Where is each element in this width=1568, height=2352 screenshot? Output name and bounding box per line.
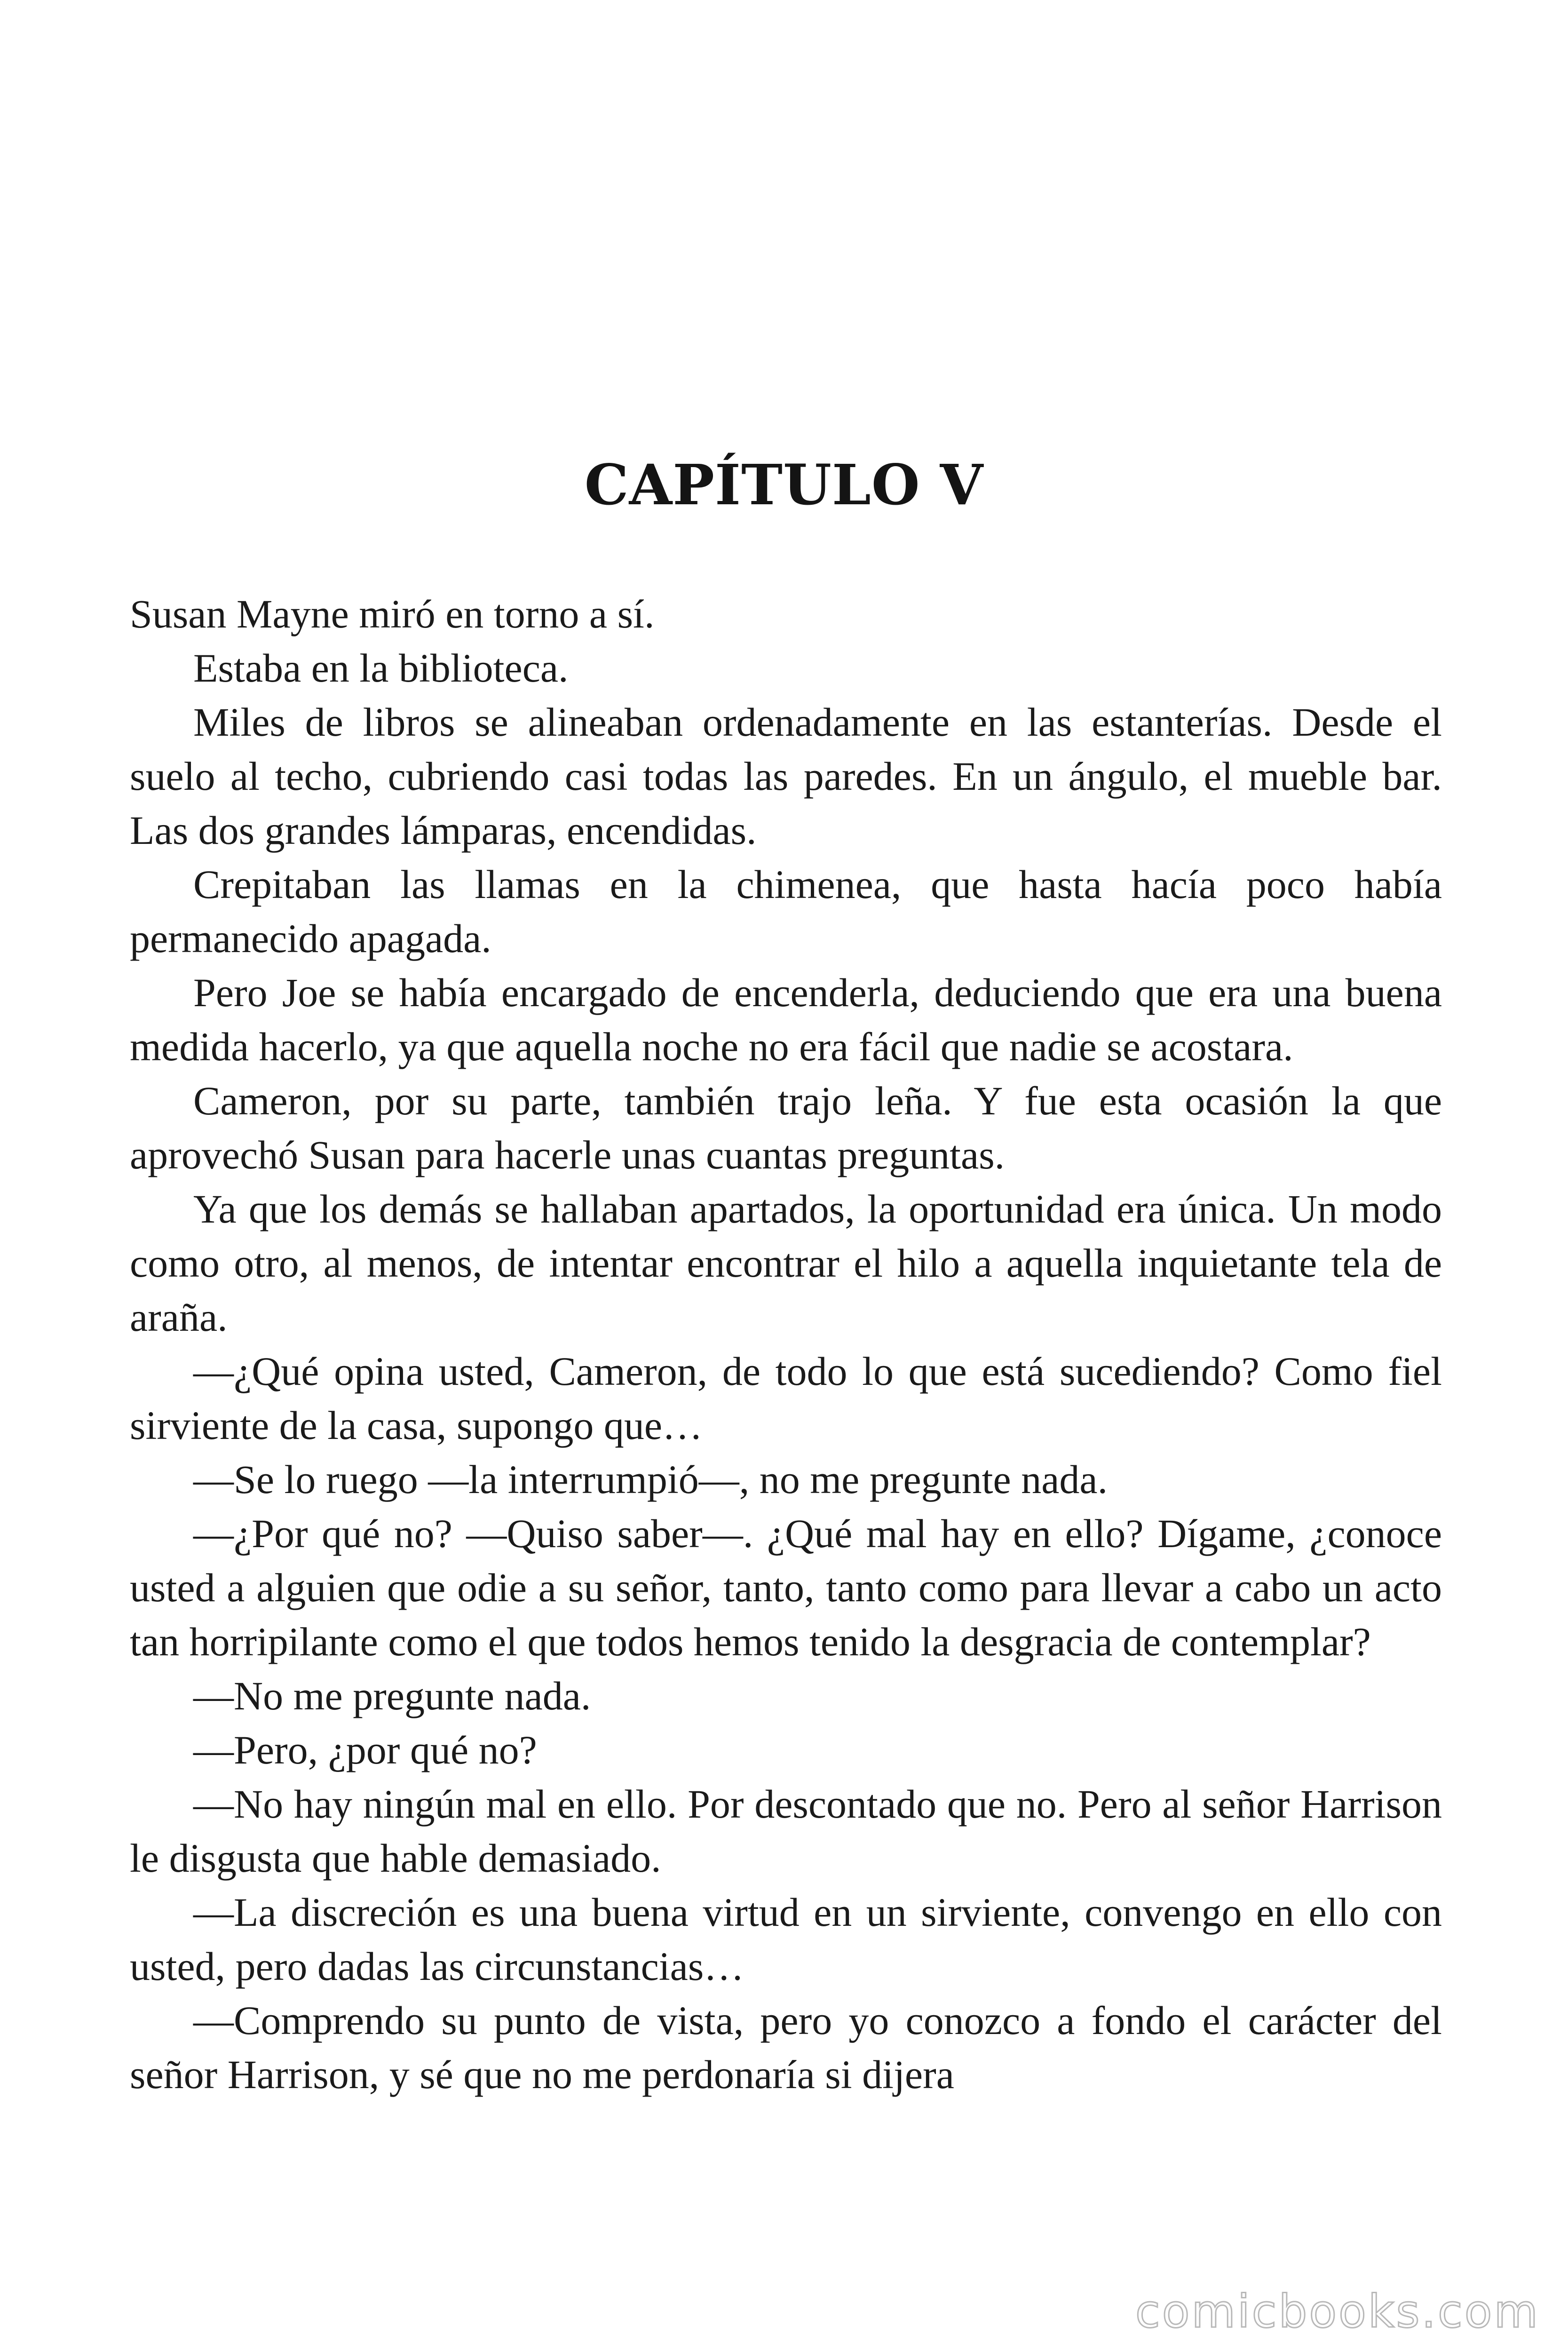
- chapter-title: CAPÍTULO V: [584, 452, 984, 517]
- paragraph: Miles de libros se alineaban ordenadamente en las estanterías. Desde el suelo al techo, cubriendo casi todas las paredes. En un ángulo, el mueble bar. Las dos grandes lámparas, encendidas.: [130, 699, 1442, 853]
- paragraph: Ya que los demás se hallaban apartados, la oportunidad era única. Un modo como otro, al menos, de intentar encontrar el hilo a aquella inquietante tela de araña.: [130, 1186, 1442, 1340]
- paragraph: Cameron, por su parte, también trajo leña. Y fue esta ocasión la que aprovechó Susan para hacerle unas cuantas preguntas.: [130, 1078, 1442, 1177]
- dialogue-paragraph: —Se lo ruego —la interrumpió—, no me pregunte nada.: [193, 1457, 1108, 1502]
- dialogue-paragraph: —No me pregunte nada.: [193, 1673, 591, 1718]
- paragraph: Susan Mayne miró en torno a sí.: [130, 591, 655, 636]
- dialogue-paragraph: —Pero, ¿por qué no?: [193, 1727, 537, 1772]
- dialogue-paragraph: —Comprendo su punto de vista, pero yo conozco a fondo el carácter del señor Harrison, y sé que no me perdonaría si dijera: [130, 1998, 1442, 2097]
- dialogue-paragraph: —La discreción es una buena virtud en un sirviente, convengo en ello con usted, pero dadas las circunstancias…: [130, 1890, 1442, 1989]
- paragraph: Crepitaban las llamas en la chimenea, que hasta hacía poco había permanecido apagada.: [130, 862, 1442, 961]
- watermark-logo: comicbooks.com: [1135, 2285, 1540, 2338]
- dialogue-paragraph: —¿Por qué no? —Quiso saber—. ¿Qué mal hay en ello? Dígame, ¿conoce usted a alguien que odie a su señor, tanto, tanto como para llevar a cabo un acto tan horripilante como el que todos hemos tenido la desgracia de contemplar?: [130, 1511, 1442, 1664]
- paragraph: Pero Joe se había encargado de encenderla, deduciendo que era una buena medida hacerlo, ya que aquella noche no era fácil que nadie se acostara.: [130, 970, 1442, 1069]
- paragraph: Estaba en la biblioteca.: [193, 645, 569, 691]
- dialogue-paragraph: —No hay ningún mal en ello. Por descontado que no. Pero al señor Harrison le disgusta que hable demasiado.: [130, 1781, 1442, 1881]
- dialogue-paragraph: —¿Qué opina usted, Cameron, de todo lo que está sucediendo? Como fiel sirviente de la casa, supongo que…: [130, 1349, 1442, 1448]
- chapter-body: [130, 587, 1442, 2102]
